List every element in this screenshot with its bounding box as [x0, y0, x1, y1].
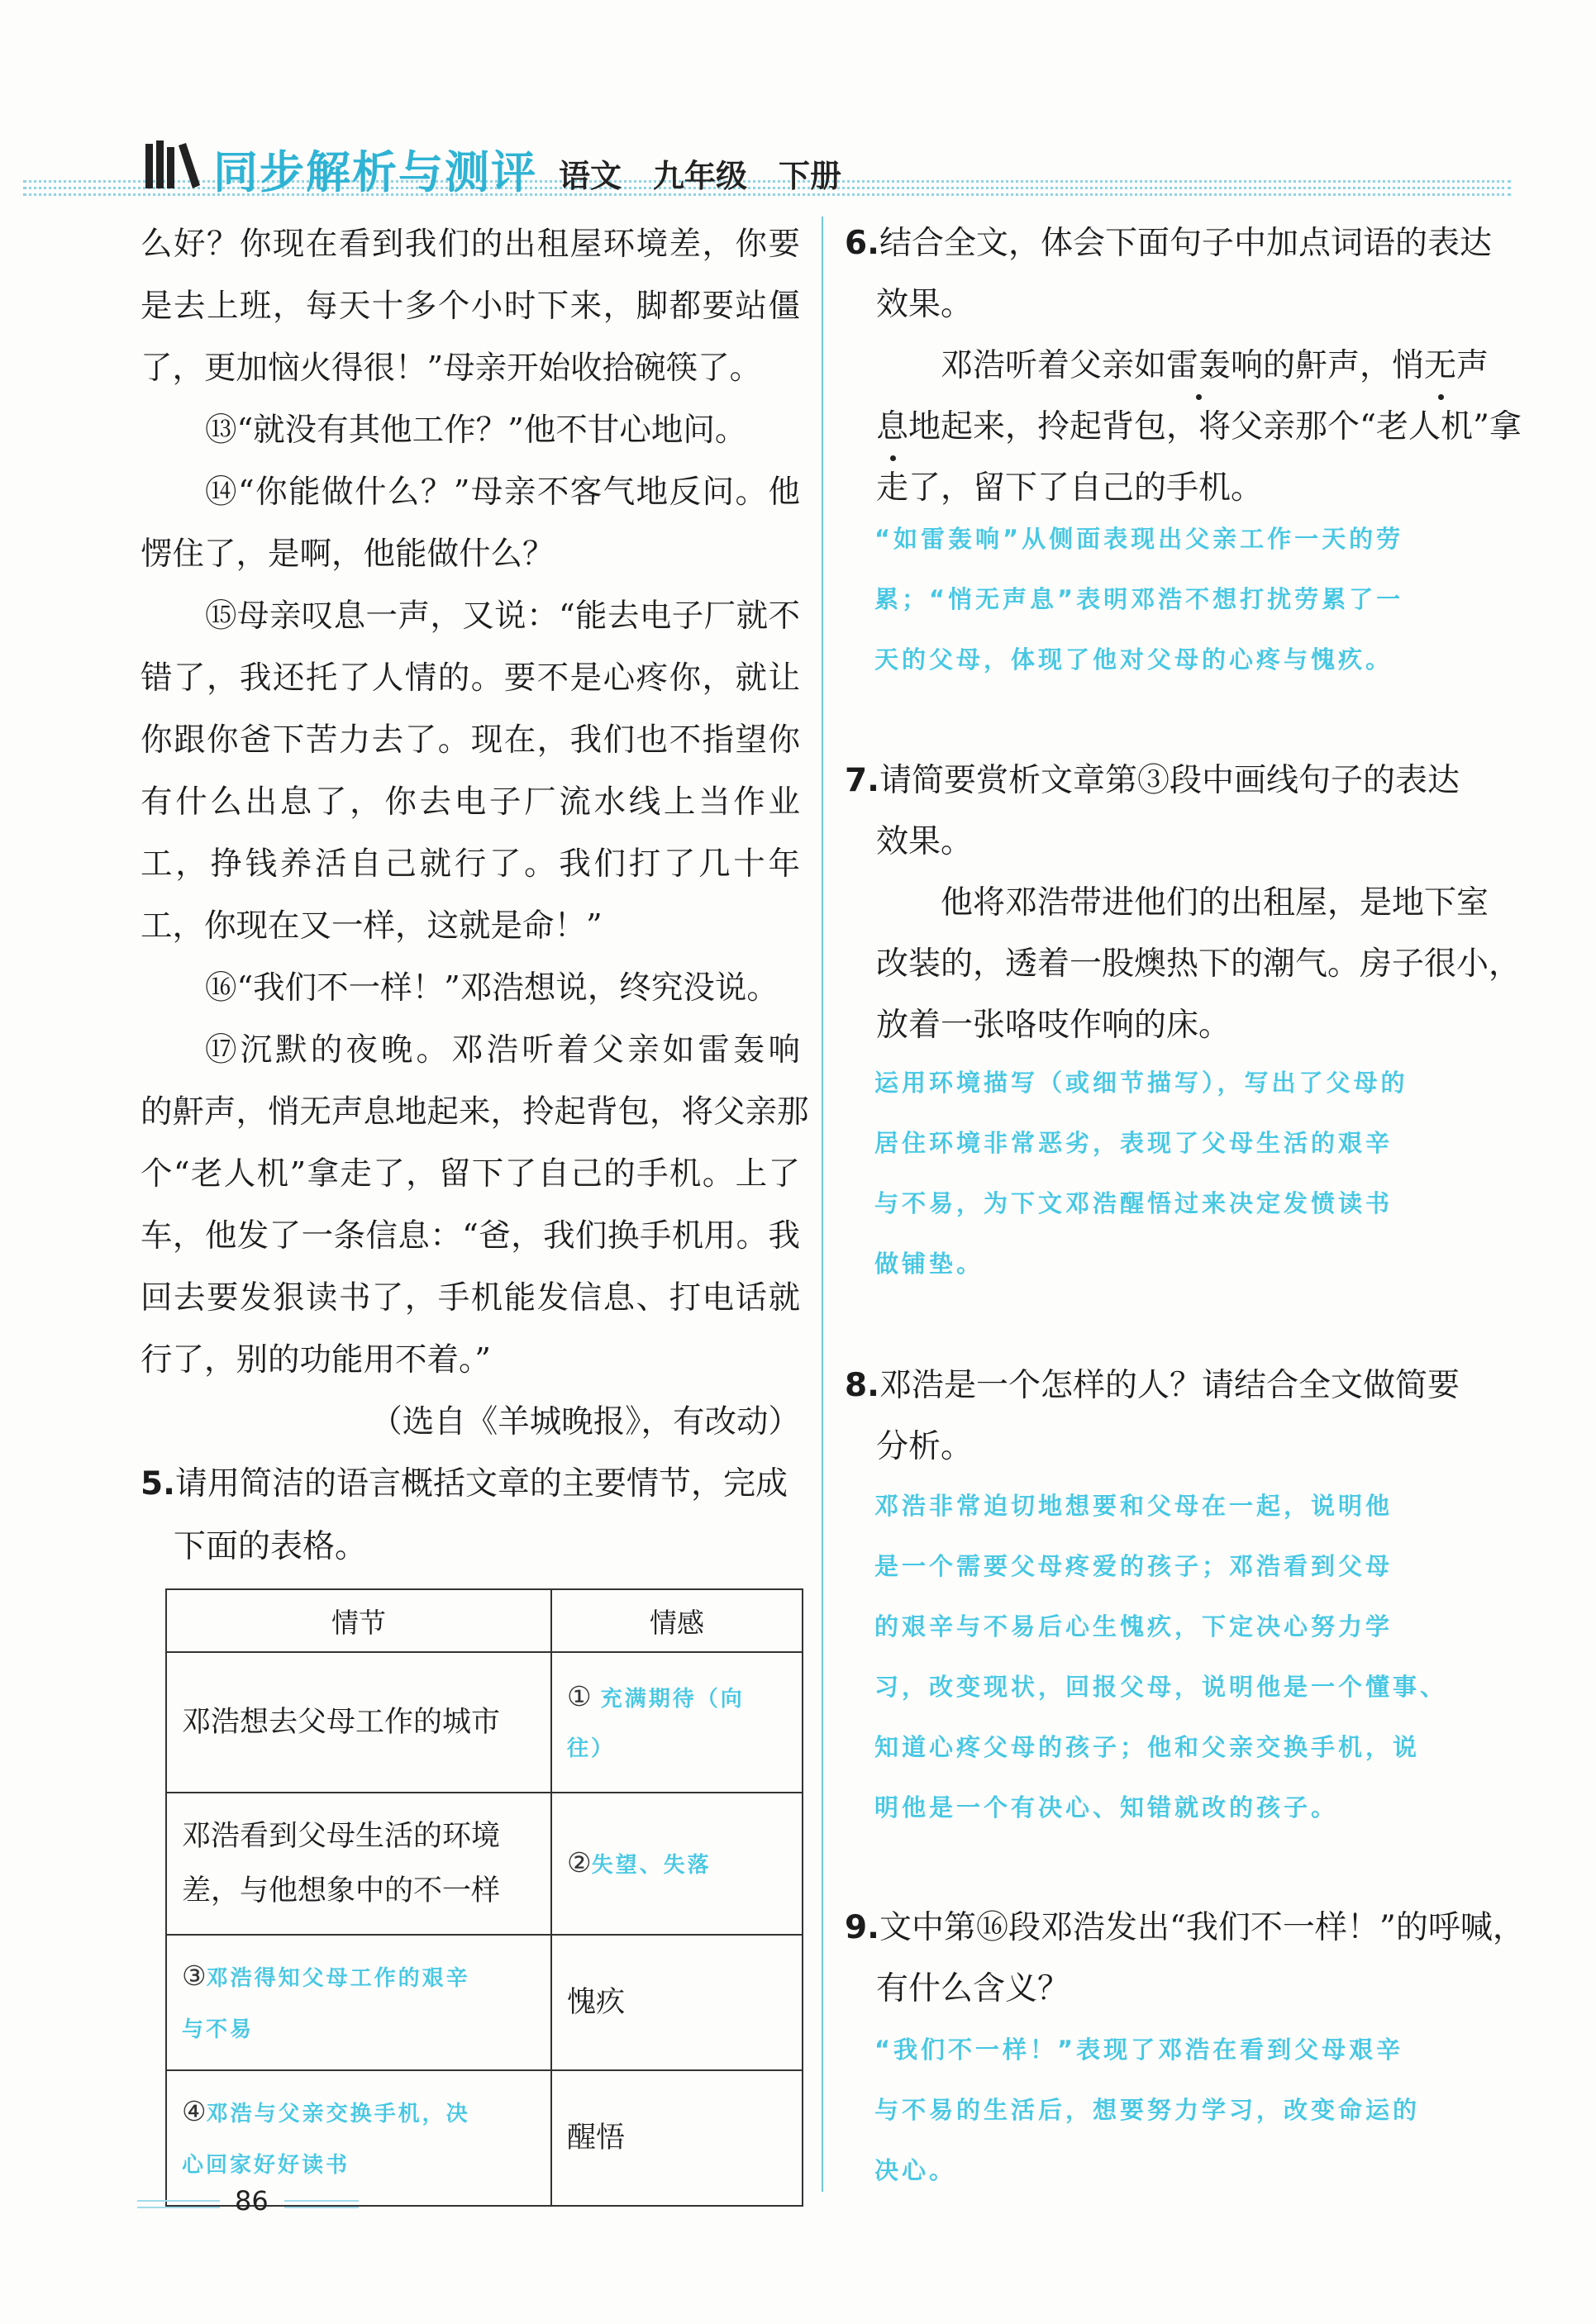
dotted-word: 如雷轰响 [1134, 336, 1263, 397]
page-number: 86 [235, 2185, 269, 2217]
handwritten-answer: 运用环境描写（或细节描写），写出了父母的 [874, 1069, 1408, 1097]
footer-line [137, 2207, 220, 2208]
question-text: 有什么含义？ [876, 1970, 1070, 2007]
dotted-word: 息 [876, 397, 908, 458]
passage-line: 错了，我还托了人情的。要不是心疼你，就让 [141, 660, 800, 697]
passage-line: ⑬“就没有其他工作？”他不甘心地问。 [205, 412, 747, 449]
question-text: 邓浩是一个怎样的人？请结合全文做简要 [879, 1367, 1460, 1404]
quote-text: 的鼾声， [1263, 347, 1393, 384]
handwritten-answer: 失望、失落 [591, 1852, 712, 1878]
question-text: 效果。 [876, 286, 974, 323]
passage-line: 的鼾声，悄无声息地起来，拎起背包，将父亲那 [141, 1093, 809, 1131]
question-9 [845, 1898, 1525, 2020]
handwritten-answer: 与不易，为下文邓浩醒悟过来决定发愤读书 [874, 1189, 1394, 1217]
passage-line: 回去要发狠读书了，手机能发信息、打电话就 [141, 1279, 800, 1317]
question-8 [845, 1355, 1514, 1478]
handwritten-answer: 心回家好好读书 [182, 2152, 350, 2178]
question-text: 下面的表格。 [174, 1528, 368, 1565]
passage-line: ⑰沉默的夜晚。邓浩听着父亲如雷轰响 [205, 1031, 800, 1069]
passage-line: 么好？你现在看到我们的出租屋环境差，你要 [141, 226, 800, 263]
question-6 [845, 213, 1522, 519]
handwritten-answer: 决心。 [874, 2156, 957, 2184]
question-number: 8. [845, 1367, 879, 1404]
emotion-cell: 愧疚 [551, 1935, 803, 2070]
passage-source: （选自《羊城晚报》，有改动） [370, 1403, 800, 1441]
handwritten-answer: 居住环境非常恶劣，表现了父母生活的艰辛 [874, 1129, 1394, 1157]
passage-text [141, 213, 809, 1453]
handwritten-answer: 往） [567, 1736, 616, 1761]
table-row [166, 1935, 803, 2070]
plot-line: 邓浩看到父母生活的环境 [182, 1820, 501, 1853]
quote-text: 邓浩听着父亲 [941, 347, 1135, 384]
handwritten-answer: 是一个需要父母疼爱的孩子；邓浩看到父母 [874, 1552, 1394, 1580]
question-5 [141, 1453, 800, 1579]
passage-line: 你跟你爸下苦力去了。现在，我们也不指望你 [141, 721, 800, 759]
question-number: 7. [845, 762, 879, 799]
table-row [166, 1652, 803, 1793]
quoted-sentence [845, 336, 1514, 397]
handwritten-answer: “我们不一样！”表现了邓浩在看到父母艰辛 [874, 2036, 1404, 2064]
handwritten-answer: 累；“悄无声息”表明邓浩不想打扰劳累了一 [874, 585, 1404, 613]
footer-line [284, 2200, 359, 2202]
passage-line: 工，挣钱养活自己就行了。我们打了几十年 [141, 845, 800, 883]
column-divider [822, 217, 823, 2192]
passage-line: 是去上班，每天十多个小时下来，脚都要站僵 [141, 288, 800, 325]
question-text: 请用简洁的语言概括文章的主要情节，完成 [174, 1465, 788, 1503]
question-text: 效果。 [876, 823, 974, 860]
question-text: 结合全文，体会下面句子中加点词语的表达 [879, 225, 1492, 262]
plot-answer-cell [166, 1935, 551, 2070]
passage-line: 了，更加恼火得很！”母亲开始收拾碗筷了。 [141, 350, 762, 387]
handwritten-answer: “如雷轰响”从侧面表现出父亲工作一天的劳 [874, 525, 1404, 553]
footer-line [284, 2207, 359, 2208]
question-text: 文中第⑯段邓浩发出“我们不一样！”的呼喊， [879, 1909, 1525, 1946]
answer-8 [874, 1476, 1511, 1838]
handwritten-answer: 做铺垫。 [874, 1250, 984, 1278]
plot-cell [166, 1793, 551, 1935]
passage-line: 有什么出息了，你去电子厂流水线上当作业 [141, 783, 800, 821]
handwritten-answer: 习，改变现状，回报父母，说明他是一个懂事、 [874, 1673, 1448, 1701]
question-number: 9. [845, 1909, 879, 1946]
answer-6 [874, 509, 1511, 690]
emotion-cell: 醒悟 [551, 2070, 803, 2206]
book-subtitle: 语文 九年级 下册 [559, 158, 842, 194]
table-header-row [166, 1589, 803, 1652]
quote-text: 放着一张咯吱作响的床。 [876, 1007, 1232, 1044]
handwritten-answer: 邓浩与父亲交换手机，决 [206, 2101, 470, 2126]
table-row [166, 1793, 803, 1935]
question-text: 请简要赏析文章第③段中画线句子的表达 [879, 762, 1460, 799]
quote-text: 改装的，透着一股燠热下的潮气。房子很小， [876, 945, 1522, 983]
table-header-emotion: 情感 [551, 1589, 803, 1652]
quoted-sentence [845, 397, 1522, 458]
question-number: 6. [845, 225, 879, 262]
dotted-word: 悄无声 [1392, 336, 1489, 397]
plot-cell: 邓浩想去父母工作的城市 [166, 1652, 551, 1793]
question-text: 分析。 [876, 1428, 974, 1465]
passage-line: 个“老人机”拿走了，留下了自己的手机。上了 [141, 1155, 800, 1193]
question-number: 5. [141, 1465, 175, 1503]
quote-text: 他将邓浩带进他们的出租屋，是地下室 [941, 884, 1489, 922]
blank-marker: ④ [182, 2094, 207, 2127]
quote-text: 地起来，拎起背包，将父亲那个“老人机”拿 [908, 408, 1522, 445]
quote-text: 走了，留下了自己的手机。 [876, 469, 1264, 507]
handwritten-answer: 邓浩非常迫切地想要和父母在一起，说明他 [874, 1492, 1394, 1520]
passage-line: ⑯“我们不一样！”邓浩想说，终究没说。 [205, 969, 779, 1007]
passage-line: ⑮母亲叹息一声，又说：“能去电子厂就不 [205, 598, 800, 635]
handwritten-answer: 与不易 [182, 2017, 255, 2042]
plot-answer-cell [166, 2070, 551, 2206]
answer-7 [874, 1053, 1511, 1294]
passage-line: 行了，别的功能用不着。” [141, 1341, 491, 1379]
emotion-answer-cell [551, 1652, 803, 1793]
book-series-title: 同步解析与测评 [213, 146, 537, 198]
blank-marker: ③ [182, 1959, 207, 1992]
handwritten-answer: 知道心疼父母的孩子；他和父亲交换手机，说 [874, 1733, 1421, 1761]
answer-9 [874, 2020, 1511, 2201]
handwritten-answer: 明他是一个有决心、知错就改的孩子。 [874, 1793, 1339, 1822]
books-logo-icon [142, 139, 203, 192]
handwritten-answer: 与不易的生活后，想要努力学习，改变命运的 [874, 2096, 1421, 2124]
plot-line: 差，与他想象中的不一样 [182, 1874, 501, 1907]
question-7 [845, 750, 1522, 1056]
table-header-plot: 情节 [166, 1589, 551, 1652]
handwritten-answer: 邓浩得知父母工作的艰辛 [206, 1965, 470, 1991]
emotion-answer-cell [551, 1793, 803, 1935]
passage-line: 车，他发了一条信息：“爸，我们换手机用。我 [141, 1217, 800, 1255]
blank-marker: ② [567, 1845, 592, 1879]
footer-line [137, 2200, 220, 2202]
handwritten-answer: 的艰辛与不易后心生愧疚，下定决心努力学 [874, 1612, 1394, 1641]
passage-line: ⑭“你能做什么？”母亲不客气地反问。他 [205, 474, 800, 511]
blank-marker: ① [567, 1679, 592, 1712]
passage-line: 愣住了，是啊，他能做什么？ [141, 536, 555, 573]
passage-line: 工，你现在又一样，这就是命！” [141, 907, 603, 945]
plot-emotion-table [165, 1588, 803, 2207]
handwritten-answer: 天的父母，体现了他对父母的心疼与愧疚。 [874, 645, 1394, 674]
handwritten-answer: 充满期待（向 [600, 1686, 745, 1712]
